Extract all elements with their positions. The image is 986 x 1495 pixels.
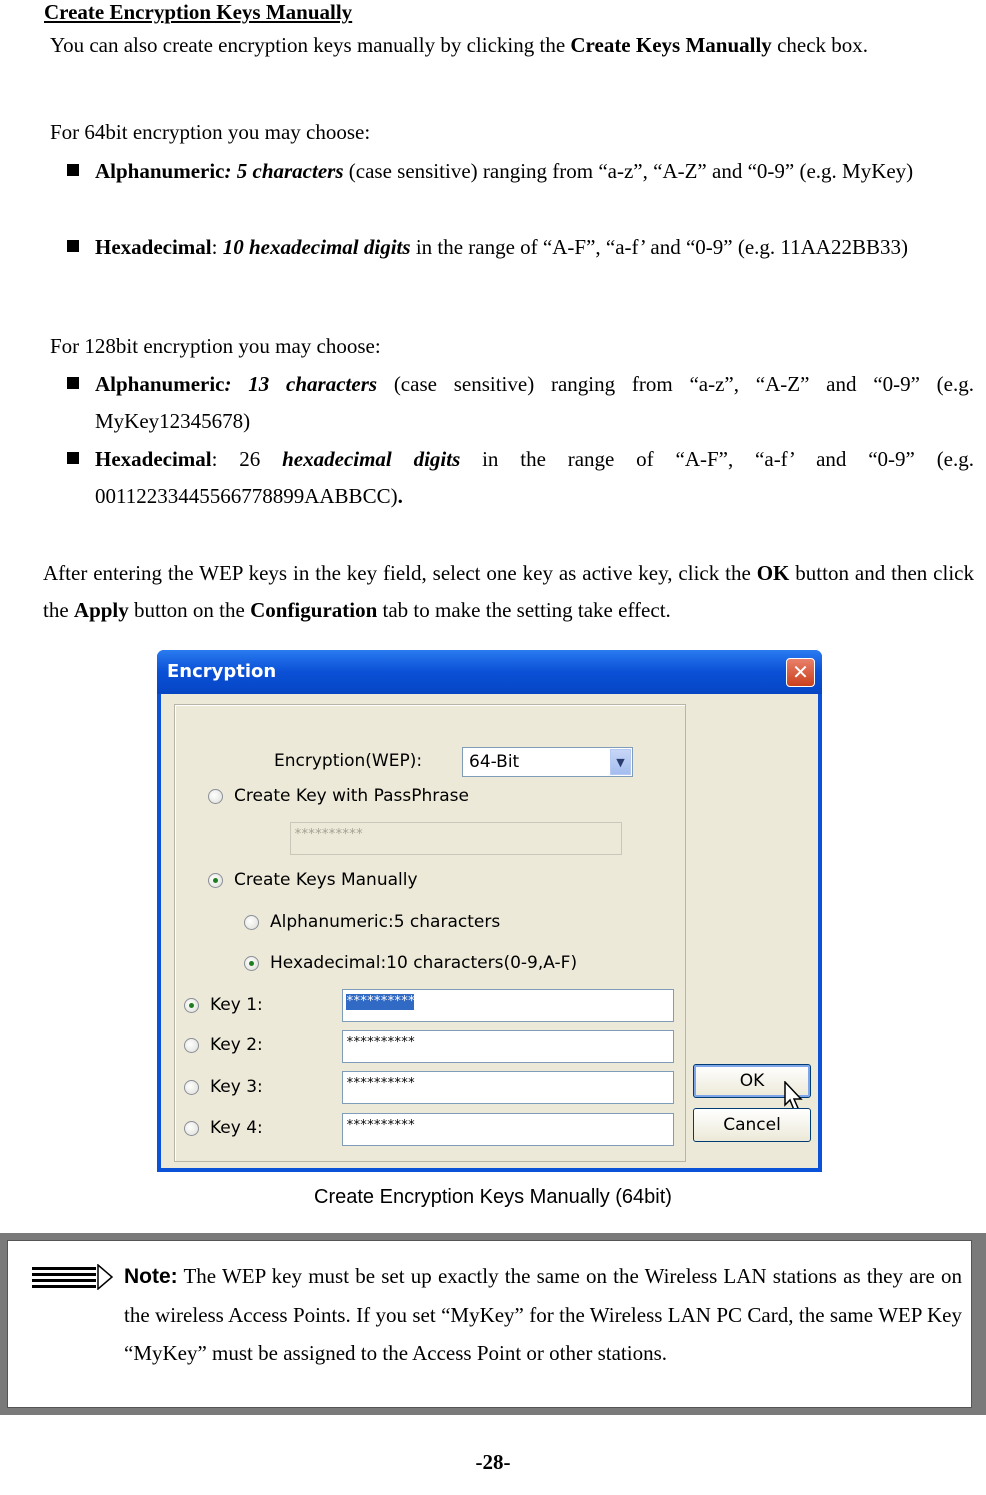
dialog-titlebar [157, 650, 822, 694]
key3-input[interactable] [342, 1071, 674, 1104]
cancel-button[interactable]: Cancel [693, 1108, 811, 1142]
wep-select[interactable] [462, 747, 633, 777]
key3-label: Key 3: [210, 1077, 263, 1097]
after-config: Configuration [250, 598, 378, 622]
bit128-hex-text [95, 441, 974, 515]
wep-select-value: 64-Bit [469, 752, 520, 772]
after-paragraph [43, 555, 974, 629]
key3-value: ********** [346, 1076, 415, 1091]
bit128-hex-emph: hexadecimal digits [282, 447, 461, 471]
bit128-alpha-item [67, 366, 974, 440]
intro-bold: Create Keys Manually [570, 33, 772, 57]
after-apply: Apply [73, 598, 129, 622]
section-heading: Create Encryption Keys Manually [44, 0, 353, 24]
key4-label: Key 4: [210, 1118, 263, 1138]
after-text-2: button and then click the [43, 561, 974, 622]
bit128-alpha-label: Alphanumeric [95, 372, 225, 396]
wep-label: Encryption(WEP): [274, 751, 423, 771]
encryption-dialog [157, 650, 822, 1172]
ok-button[interactable]: OK [693, 1064, 811, 1098]
bit64-alpha-rest: (case sensitive) ranging from “a-z”, “A-Z” and “0-9” (e.g. MyKey) [343, 159, 914, 183]
note-body: The WEP key must be set up exactly the same on the Wireless LAN stations as they are on the wireless Access Points. If you set “MyKey” for the Wireless LAN PC Card, the same WEP Key “MyKey” must be assigned to the Access Point or other stations. [124, 1264, 962, 1365]
after-ok: OK [756, 561, 790, 585]
bit64-hex-emph: 10 hexadecimal digits [222, 235, 411, 259]
note-arrow-icon [32, 1264, 116, 1290]
alphanumeric-label: Alphanumeric:5 characters [270, 912, 501, 932]
figure-caption: Create Encryption Keys Manually (64bit) [314, 1186, 672, 1208]
passphrase-radio[interactable] [208, 789, 223, 804]
hexadecimal-radio[interactable] [244, 956, 259, 971]
key4-input[interactable] [342, 1113, 674, 1146]
settings-group [174, 704, 686, 1162]
note-inner [7, 1240, 972, 1408]
after-text-1: After entering the WEP keys in the key field, select one key as active key, click the [43, 561, 757, 585]
key2-label: Key 2: [210, 1035, 263, 1055]
note-label: Note: [124, 1265, 178, 1288]
key2-radio[interactable] [184, 1038, 199, 1053]
bullet-icon [67, 164, 79, 176]
passphrase-input[interactable] [290, 822, 622, 855]
intro-text-1: You can also create encryption keys manually by clicking the [50, 33, 571, 57]
bit128-hex-sep: : 26 [211, 447, 283, 471]
bullet-icon [67, 240, 79, 252]
key1-input[interactable] [342, 989, 674, 1022]
bit128-hex-item [67, 441, 974, 515]
bit64-hex-sep: : [211, 235, 223, 259]
bit64-hex-item [67, 229, 974, 303]
note-box [0, 1233, 986, 1415]
passphrase-label: Create Key with PassPhrase [234, 786, 469, 806]
key2-input[interactable] [342, 1030, 674, 1063]
bit128-alpha-text [95, 366, 974, 440]
alphanumeric-radio[interactable] [244, 915, 259, 930]
key3-radio[interactable] [184, 1080, 199, 1095]
bit64-alpha-text [95, 153, 974, 190]
bit128-lead: For 128bit encryption you may choose: [50, 334, 381, 358]
after-text-4: tab to make the setting take effect. [377, 598, 671, 622]
hexadecimal-label: Hexadecimal:10 characters(0-9,A-F) [270, 953, 578, 973]
dialog-title: Encryption [167, 661, 277, 682]
bit64-hex-label: Hexadecimal [95, 235, 212, 259]
bullet-icon [67, 452, 79, 464]
bit64-alpha-item [67, 153, 974, 227]
bit64-hex-rest: in the range of “A-F”, “a-f’ and “0-9” (e.g. 11AA22BB33) [410, 235, 908, 259]
bit128-alpha-rest: (case sensitive) ranging from “a-z”, “A-Z” and “0-9” (e.g. MyKey12345678) [95, 372, 974, 433]
page-number: -28- [475, 1450, 511, 1474]
key4-value: ********** [346, 1118, 415, 1133]
bit128-hex-label: Hexadecimal [95, 447, 212, 471]
dialog-body [161, 694, 818, 1168]
passphrase-value: ********** [294, 827, 363, 842]
key4-radio[interactable] [184, 1121, 199, 1136]
intro-paragraph [50, 27, 974, 64]
note-text [124, 1257, 962, 1372]
bit64-lead: For 64bit encryption you may choose: [50, 120, 371, 144]
intro-text-2: check box. [771, 33, 869, 57]
close-icon[interactable]: ✕ [786, 658, 815, 687]
chevron-down-icon[interactable]: ▼ [610, 749, 631, 775]
bit64-alpha-emph: : 5 characters [224, 159, 344, 183]
bit128-alpha-emph: : 13 characters [224, 372, 378, 396]
bit64-alpha-label: Alphanumeric [95, 159, 225, 183]
bullet-icon [67, 377, 79, 389]
bit128-hex-rest: in the range of “A-F”, “a-f’ and “0-9” (e.g. 00112233445566778899AABBCC) [95, 447, 975, 508]
after-text-3: button on the [128, 598, 251, 622]
key1-value: ********** [346, 994, 415, 1009]
bit128-hex-end: . [397, 484, 403, 508]
manual-radio[interactable] [208, 873, 223, 888]
bit64-hex-text [95, 229, 974, 266]
key1-radio[interactable] [184, 998, 199, 1013]
key2-value: ********** [346, 1035, 415, 1050]
key1-label: Key 1: [210, 995, 263, 1015]
manual-label: Create Keys Manually [234, 870, 418, 890]
